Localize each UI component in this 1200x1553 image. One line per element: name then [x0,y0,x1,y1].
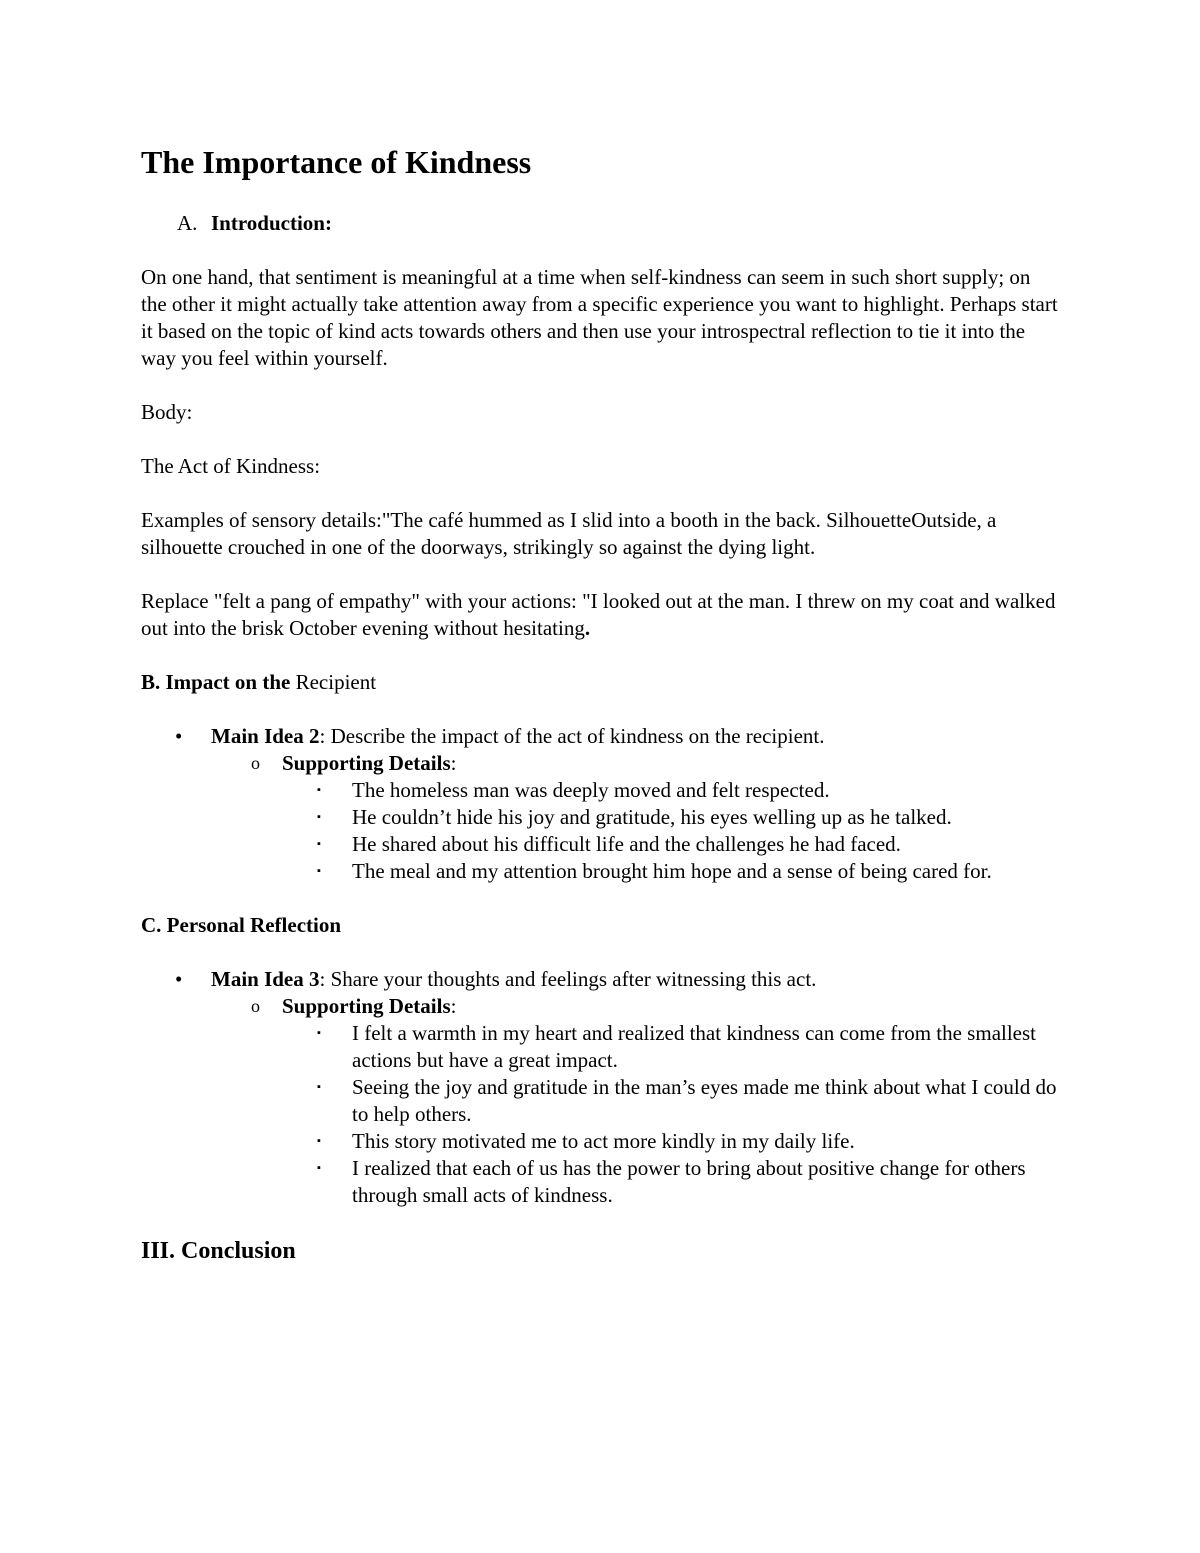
bullet-disc-icon: • [175,967,183,991]
body-label: Body: [141,400,193,424]
section-b-heading [141,669,1061,696]
bullet-square-icon: ▪ [317,1162,321,1174]
bullet-circle-icon: o [251,996,260,1016]
bullet-disc-icon: • [175,724,183,748]
list-item [141,1155,1061,1209]
section-a-title: Introduction: [211,211,332,235]
main-idea-2 [141,723,1061,750]
section-b-list [141,723,1061,885]
list-item [141,1128,1061,1155]
bullet-square-icon: ▪ [317,784,321,796]
document-page [141,142,1061,1266]
bullet-square-icon: ▪ [317,1081,321,1093]
supporting-details-c-label: Supporting Details [282,994,451,1018]
bullet-square-icon: ▪ [317,1135,321,1147]
detail-b-3: He shared about his difficult life and the challenges he had faced. [352,832,901,856]
section-a-heading [141,210,1061,237]
detail-b-1: The homeless man was deeply moved and felt respected. [352,778,830,802]
conclusion-heading: III. Conclusion [141,1238,296,1264]
list-item [141,1020,1061,1074]
section-b-heading-rest: Recipient [290,670,377,694]
detail-c-1: I felt a warmth in my heart and realized that kindness can come from the smallest actions but have a great impact. [352,1021,1037,1072]
supporting-details-b [141,750,1061,777]
replace-paragraph [141,588,1061,642]
section-c-heading-text: C. Personal Reflection [141,913,342,937]
list-item [141,804,1061,831]
replace-paragraph-end: . [584,616,591,640]
section-c-list [141,966,1061,1209]
intro-paragraph: On one hand, that sentiment is meaningful at a time when self-kindness can seem in such short supply; on the other it might actually take attention away from a specific experience you want to highlight. Perhaps start it based on the topic of kind acts towards others and then use your introspectral reflection to tie it into the way you feel within yourself. [141,265,1058,370]
supporting-details-c [141,993,1061,1020]
main-idea-3-text: : Share your thoughts and feelings after witnessing this act. [319,967,817,991]
list-item [141,831,1061,858]
list-item [141,858,1061,885]
bullet-square-icon: ▪ [317,1027,321,1039]
supporting-details-c-colon: : [450,994,457,1018]
main-idea-3-label: Main Idea 3 [211,967,320,991]
supporting-details-b-label: Supporting Details [282,751,451,775]
bullet-square-icon: ▪ [317,865,321,877]
sensory-details-paragraph: Examples of sensory details:"The café hummed as I slid into a booth in the back. SilhouetteOutside, a silhouette crouched in one of the doorways, strikingly so against the dying light. [141,508,997,559]
supporting-details-b-colon: : [450,751,457,775]
replace-paragraph-text: Replace "felt a pang of empathy" with your actions: "I looked out at the man. I threw on my coat and walked out into the brisk October evening without hesitating [141,589,1056,640]
section-b-heading-bold: B. Impact on the [141,670,291,694]
document-title: The Importance of Kindness [141,144,532,180]
detail-c-2: Seeing the joy and gratitude in the man’s eyes made me think about what I could do to help others. [352,1075,1057,1126]
detail-b-2: He couldn’t hide his joy and gratitude, his eyes welling up as he talked. [352,805,952,829]
bullet-square-icon: ▪ [317,838,321,850]
bullet-square-icon: ▪ [317,811,321,823]
list-item [141,777,1061,804]
detail-c-4: I realized that each of us has the power to bring about positive change for others through small acts of kindness. [352,1156,1026,1207]
act-of-kindness-heading: The Act of Kindness: [141,454,321,478]
detail-b-4: The meal and my attention brought him hope and a sense of being cared for. [352,859,992,883]
main-idea-2-label: Main Idea 2 [211,724,320,748]
main-idea-2-text: : Describe the impact of the act of kindness on the recipient. [319,724,825,748]
list-item [141,1074,1061,1128]
section-a-label: A. [177,211,198,235]
section-c-heading [141,912,1061,939]
detail-c-3: This story motivated me to act more kindly in my daily life. [352,1129,855,1153]
main-idea-3 [141,966,1061,993]
bullet-circle-icon: o [251,753,260,773]
